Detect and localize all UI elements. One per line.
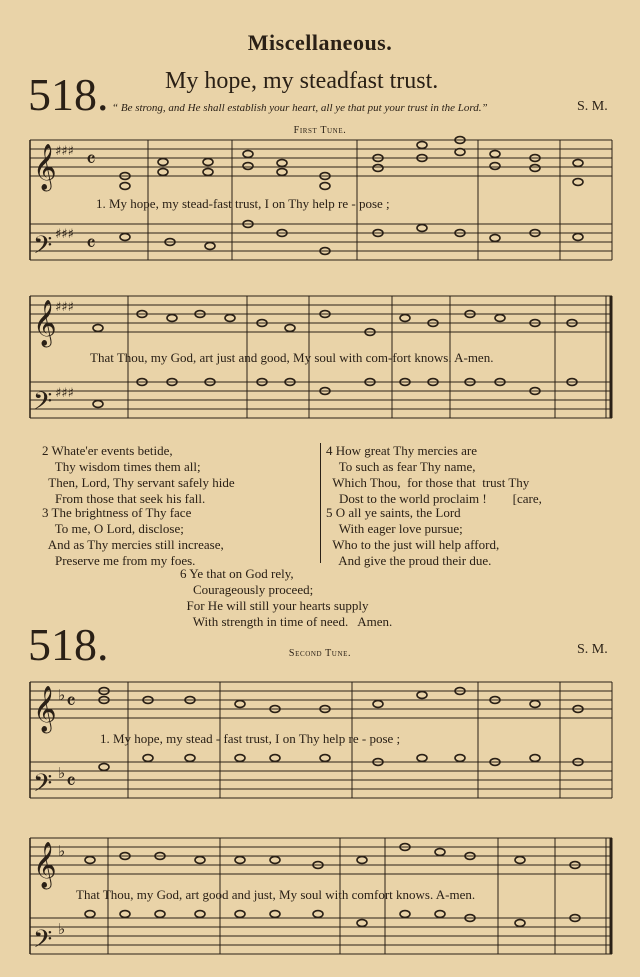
svg-text:♯♯♯: ♯♯♯ <box>55 386 74 401</box>
verse-6: 6 Ye that on God rely, Courageously proceed; For He will still your hearts supply With strength in time of need. Amen. <box>180 566 393 629</box>
bass-clef-icon: 𝄢 <box>33 231 53 266</box>
first-tune-label: First Tune. <box>293 125 347 136</box>
svg-text:♯♯♯: ♯♯♯ <box>55 227 74 242</box>
svg-text:𝄞: 𝄞 <box>33 300 57 346</box>
svg-text:♭: ♭ <box>58 842 66 860</box>
verse-4: 4 How great Thy mercies are To such as fear Thy name, Which Thou, for those that trust Thy Dost to the world proclaim ! [care, <box>326 443 542 506</box>
epigraph: “ Be strong, and He shall establish your heart, all ye that put your trust in the Lord.” <box>112 102 488 114</box>
second-tune-label: Second Tune. <box>288 648 352 659</box>
section-heading: Miscellaneous. <box>247 30 393 55</box>
hymn-title: My hope, my steadfast trust. <box>165 68 439 94</box>
svg-text:♯♯♯: ♯♯♯ <box>55 300 74 315</box>
second-tune-lyric-1: 1. My hope, my stead - fast trust, I on Thy help re - pose ; <box>100 731 401 746</box>
staff-treble-1 <box>30 140 612 176</box>
svg-text:𝄴: 𝄴 <box>86 148 96 173</box>
verse-2: 2 Whate'er events betide, Thy wisdom times them all; Then, Lord, Thy servant safely hide From those that seek his fall. <box>42 443 235 506</box>
first-tune-lyric-2: That Thou, my God, art just and good, My soul with com-fort knows. A-men. <box>90 350 494 365</box>
hymn-number: 518. <box>28 69 109 120</box>
svg-text:𝄢: 𝄢 <box>33 387 53 422</box>
svg-text:♭: ♭ <box>58 920 66 938</box>
svg-text:𝄞: 𝄞 <box>33 842 57 888</box>
svg-text:𝄴: 𝄴 <box>66 770 76 795</box>
staff-treble-2 <box>30 296 612 332</box>
svg-text:♭: ♭ <box>58 686 66 704</box>
hymn-number-2: 518. <box>28 619 109 670</box>
staff-bass-2 <box>30 382 612 418</box>
svg-text:♯♯♯: ♯♯♯ <box>55 144 74 159</box>
first-tune-lyric-1: 1. My hope, my stead-fast trust, I on Thy help re - pose ; <box>96 196 390 211</box>
svg-text:𝄞: 𝄞 <box>33 686 57 732</box>
svg-text:𝄢: 𝄢 <box>33 925 53 960</box>
svg-text:♭: ♭ <box>58 764 66 782</box>
svg-text:𝄴: 𝄴 <box>66 690 76 715</box>
second-tune-meter: S. M. <box>577 642 608 657</box>
staff-treble-3 <box>30 682 612 718</box>
svg-text:𝄢: 𝄢 <box>33 769 53 804</box>
treble-clef-icon: 𝄞 <box>33 144 57 190</box>
staff-bass-3 <box>30 762 612 798</box>
meter: S. M. <box>577 99 608 114</box>
svg-text:𝄴: 𝄴 <box>86 232 96 257</box>
staff-bass-1 <box>30 224 612 260</box>
verse-divider <box>320 443 321 563</box>
verse-5: 5 O all ye saints, the Lord With eager love pursue; Who to the just will help afford, And give the proud their due. <box>326 505 500 568</box>
second-tune-lyric-2: That Thou, my God, art good and just, My soul with comfort knows. A-men. <box>76 887 476 902</box>
verse-3: 3 The brightness of Thy face To me, O Lord, disclose; And as Thy mercies still increase, Preserve me from my foes. <box>42 505 224 568</box>
